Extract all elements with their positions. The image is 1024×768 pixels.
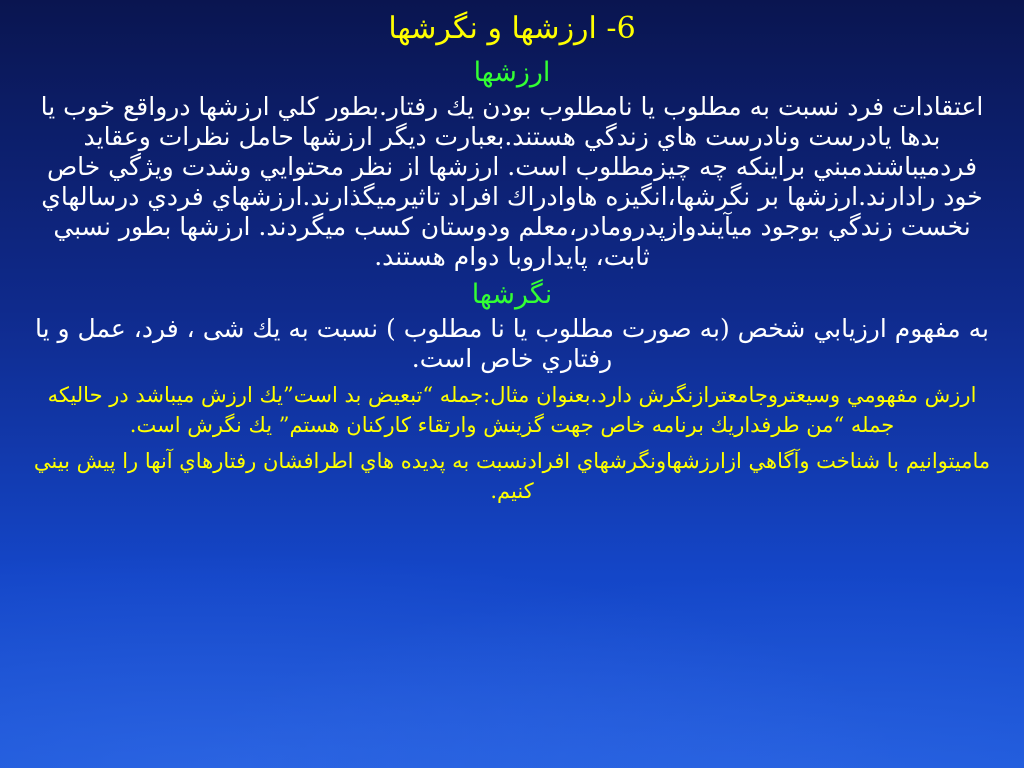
values-heading: ارزشها — [473, 57, 551, 88]
values-paragraph: اعتقادات فرد نسبت به مطلوب يا نامطلوب بودن يك رفتار.بطور كلي ارزشها درواقع خوب يا بدها يادرست ونادرست هاي زندگي هستند.بعبارت ديگر ارزشها حامل نظرات وعقايد فردميباشندمبني براينكه چه چيزمطلوب است. ارزشها از نظر محتوايي وشدت ويژگي خاص خود رادارند.ارزشها بر نگرشها،انگيزه هاوادراك افراد تاثيرميگذارند.ارزشهاي فردي درسالهاي نخست زندگي بوجود ميآيندوازپدرومادر،معلم ودوستان كسب ميگردند. ارزشها بطور نسبي ثابت، پايداروبا دوام هستند. — [40, 92, 984, 271]
example-paragraph: ارزش مفهومي وسيعتروجامعترازنگرش دارد.بعنوان مثال:جمله “تبعيض بد است”يك ارزش ميباشد در حاليكه جمله “من طرفداريك برنامه خاص جهت گزينش وارتقاء كاركنان هستم” يك نگرش است. — [47, 383, 977, 437]
closing-paragraph: ماميتوانيم با شناخت وآگاهي ازارزشهاونگرشهاي افرادنسبت به پديده هاي اطرافشان رفتارهاي آنها را پيش بيني كنيم. — [33, 449, 991, 503]
slide-content — [24, 8, 1000, 760]
attitudes-heading: نگرشها — [471, 279, 553, 310]
attitudes-paragraph: به مفهوم ارزيابي شخص (به صورت مطلوب يا نا مطلوب ) نسبت به يك شی ، فرد، عمل و يا رفتاري خاص است. — [35, 314, 989, 373]
slide-title: 6- ارزشها و نگرشها — [388, 11, 636, 46]
